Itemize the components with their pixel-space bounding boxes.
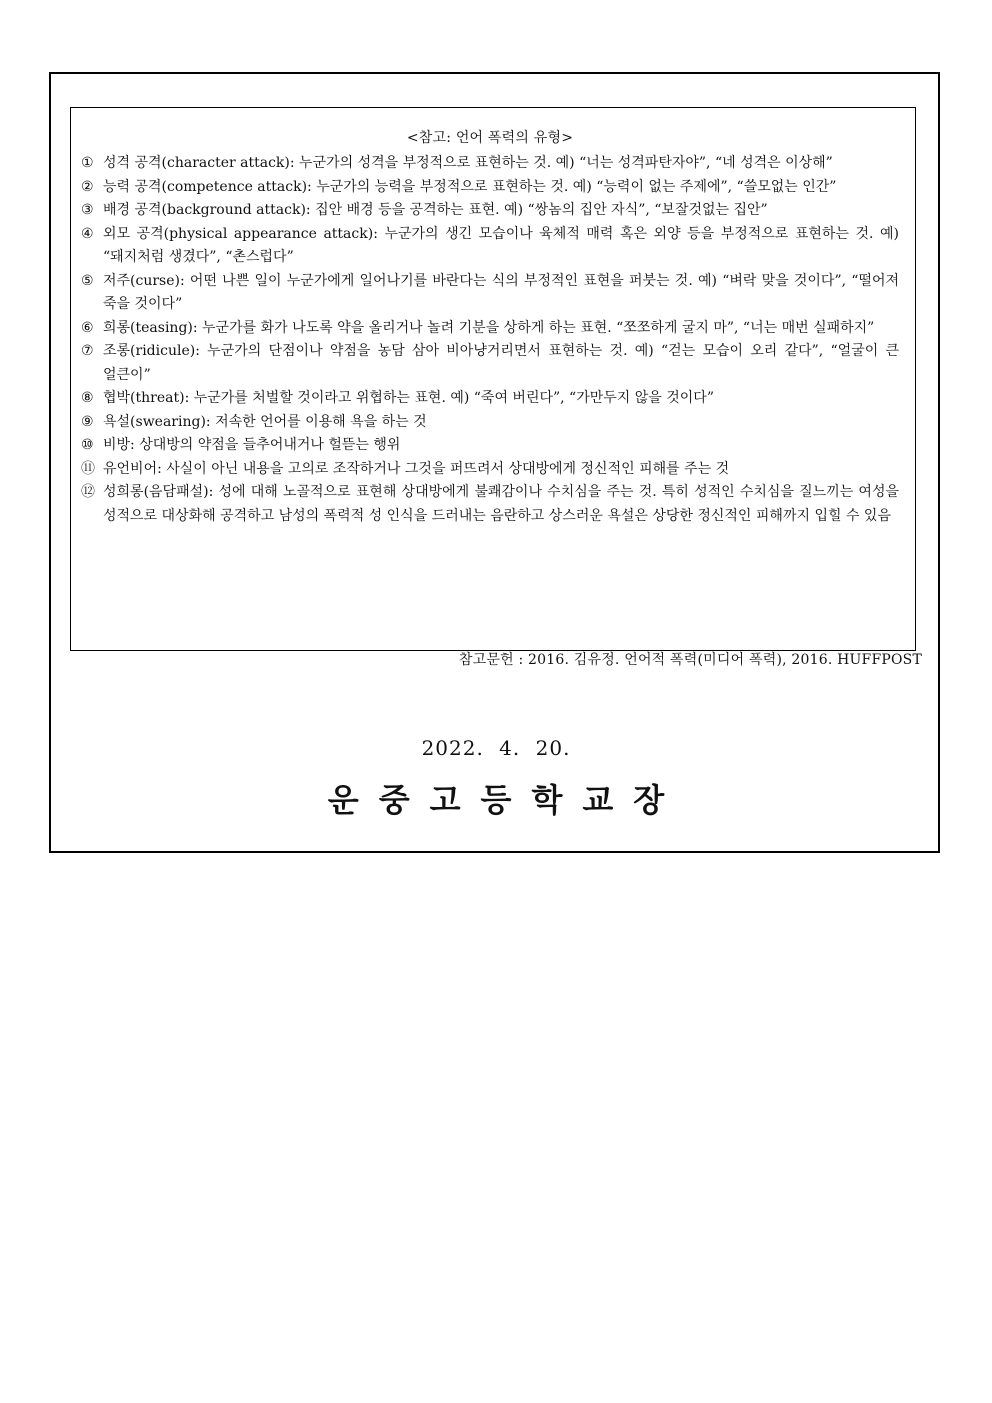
item-text: 유언비어: 사실이 아닌 내용을 고의로 조작하거나 그것을 퍼뜨려서 상대방에게 정신적인 피해를 주는 것 (103, 460, 730, 477)
list-item (81, 411, 899, 435)
reference-box (70, 107, 916, 651)
item-text: 욕설(swearing): 저속한 언어를 이용해 욕을 하는 것 (103, 413, 427, 430)
item-number: ② (81, 178, 94, 195)
signatory-title: 운중고등학교장 (327, 781, 685, 819)
item-number: ⑪ (81, 460, 95, 477)
item-number: ⑨ (81, 413, 94, 430)
list-item (81, 387, 899, 411)
item-text: 희롱(teasing): 누군가를 화가 나도록 약을 올리거나 놀려 기분을 상하게 하는 표현. “쪼쪼하게 굴지 마”, “너는 매번 실패하지” (103, 319, 875, 336)
reference-list (81, 152, 899, 528)
item-number: ① (81, 155, 94, 171)
item-number: ④ (81, 225, 94, 242)
item-number: ⑥ (81, 319, 94, 336)
item-number: ⑩ (81, 437, 94, 453)
item-text: 능력 공격(competence attack): 누군가의 능력을 부정적으로 표현하는 것. 예) “능력이 없는 주제에”, “쓸모없는 인간” (103, 178, 837, 195)
item-number: ⑧ (81, 390, 94, 406)
list-item (81, 176, 899, 200)
list-item (81, 434, 899, 458)
item-number: ⑫ (81, 484, 95, 500)
list-item (81, 199, 899, 223)
item-text: 협박(threat): 누군가를 처벌할 것이라고 위협하는 표현. 예) “죽여 버린다”, “가만두지 않을 것이다” (103, 390, 714, 406)
reference-title: <참고: 언어 폭력의 유형> (406, 130, 574, 146)
list-item (81, 340, 899, 387)
item-text: 성희롱(음담패설): 성에 대해 노골적으로 표현해 상대방에게 불쾌감이나 수치심을 주는 것. 특히 성적인 수치심을 질느끼는 여성을 성적으로 대상화해 공격하고 남성의 폭력적 성 인식을 드러내는 음란하고 상스러운 욕설은 상당한 정신적인 피해까지 입힐 수 있음 (103, 484, 899, 524)
list-item (81, 458, 899, 482)
item-number: ③ (81, 202, 94, 218)
item-text: 비방: 상대방의 약점을 들추어내거나 헐뜯는 행위 (103, 437, 401, 453)
notice-date: 2022. 4. 20. (421, 736, 571, 760)
item-text: 외모 공격(physical appearance attack): 누군가의 생긴 모습이나 육체적 매력 혹은 외양 등을 부정적으로 표현하는 것. 예) “돼지처럼 생겼다”, “촌스럽다” (103, 225, 899, 265)
list-item (81, 317, 899, 341)
item-number: ⑤ (81, 272, 94, 289)
list-item (81, 481, 899, 528)
item-number: ⑦ (81, 343, 94, 359)
item-text: 성격 공격(character attack): 누군가의 성격을 부정적으로 표현하는 것. 예) “너는 성격파탄자야”, “네 성격은 이상해” (103, 155, 833, 171)
item-text: 배경 공격(background attack): 집안 배경 등을 공격하는 표현. 예) “쌍놈의 집안 자식”, “보잘것없는 집안” (103, 202, 768, 218)
list-item (81, 152, 899, 176)
list-item (81, 270, 899, 317)
reference-source: 참고문헌 : 2016. 김유정. 언어적 폭력(미디어 폭력), 2016. HUFFPOST (458, 652, 922, 668)
item-text: 조롱(ridicule): 누군가의 단점이나 약점을 농담 삼아 비아냥거리면서 표현하는 것. 예) “걷는 모습이 오리 같다”, “얼굴이 큰 얼큰이” (103, 343, 899, 383)
list-item (81, 223, 899, 270)
item-text: 저주(curse): 어떤 나쁜 일이 누군가에게 일어나기를 바란다는 식의 부정적인 표현을 퍼붓는 것. 예) “벼락 맞을 것이다”, “떨어져 죽을 것이다” (103, 272, 899, 312)
